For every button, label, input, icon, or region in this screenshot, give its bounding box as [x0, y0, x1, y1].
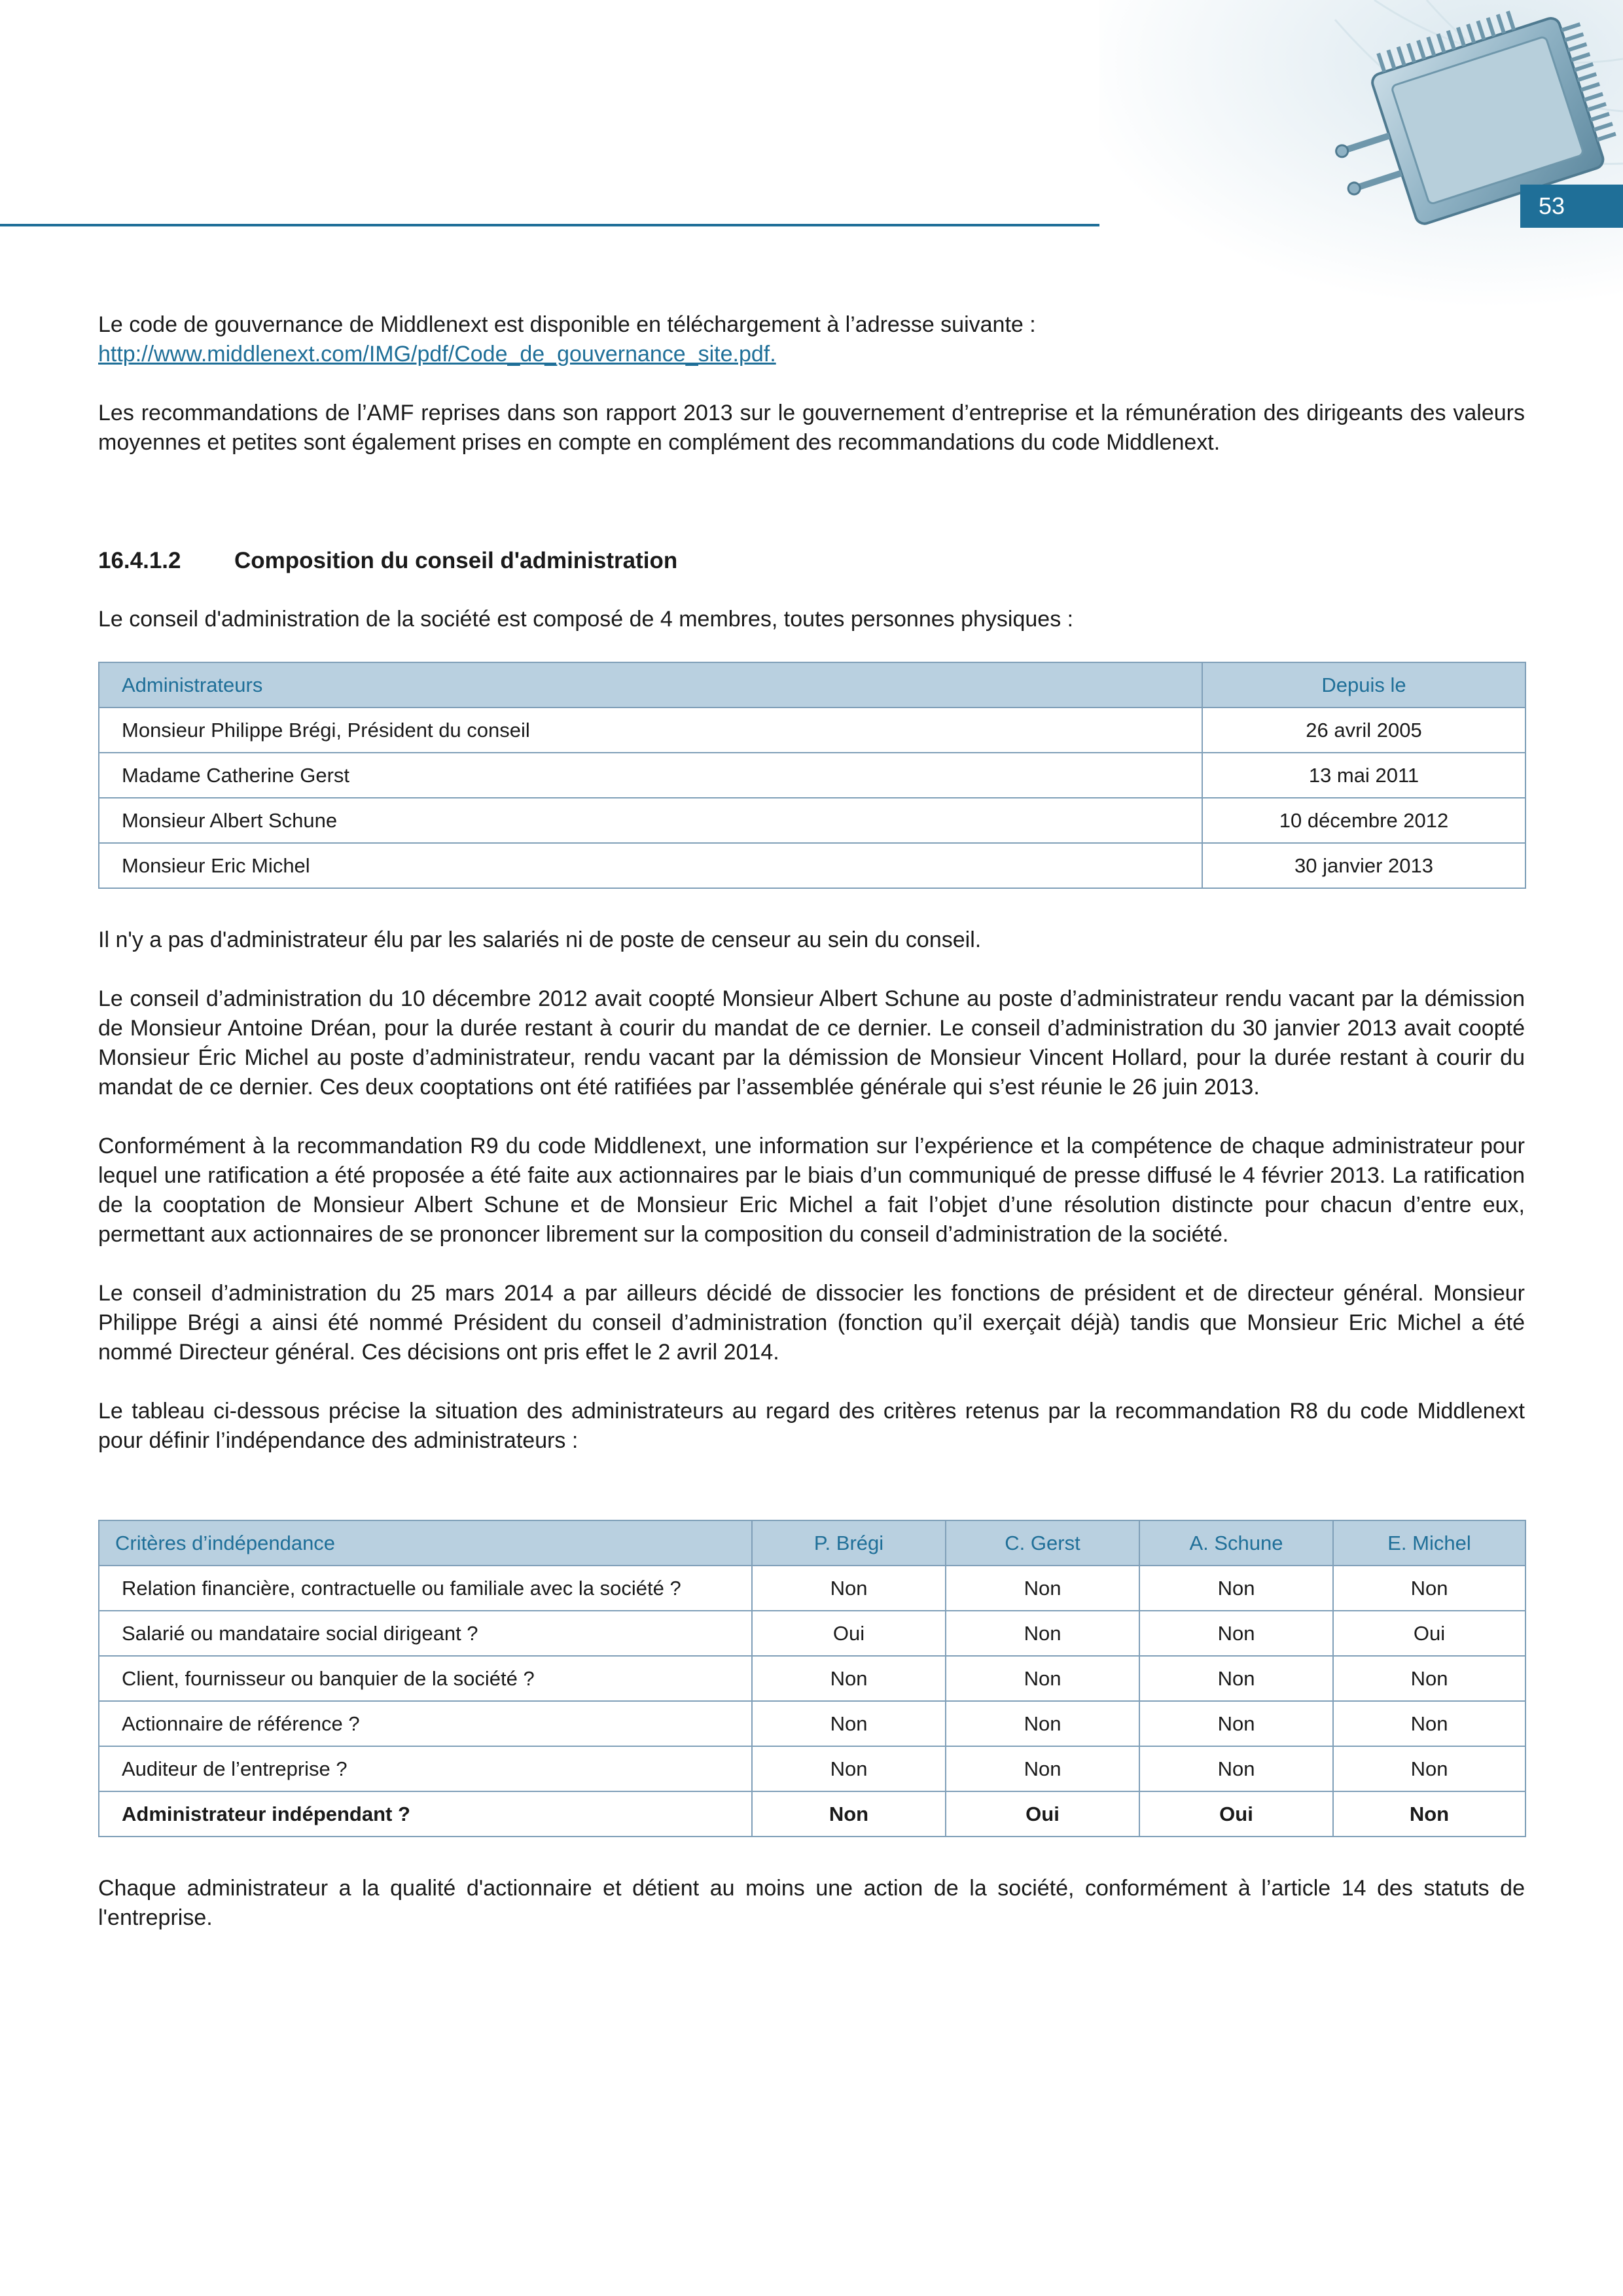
table-header-row	[99, 1520, 1525, 1566]
table-row	[99, 798, 1525, 843]
criterion-value: Oui	[752, 1611, 946, 1656]
page-content	[98, 310, 1525, 1933]
table-row	[99, 708, 1525, 753]
appointment-date: 26 avril 2005	[1202, 708, 1525, 753]
section-number: 16.4.1.2	[98, 548, 181, 573]
table-row	[99, 1701, 1525, 1746]
intro-text: Le code de gouvernance de Middlenext est disponible en téléchargement à l’adresse suivante :	[98, 312, 1036, 337]
criterion-value: Non	[1333, 1656, 1525, 1701]
paragraph-cooptations: Le conseil d’administration du 10 décembre 2012 avait coopté Monsieur Albert Schune au poste d’administrateur rendu vacant par la démission de Monsieur Antoine Dréan, pour la durée restant à courir du mandat de ce dernier. Le conseil d’administration du 30 janvier 2013 avait coopté Monsieur Éric Michel au poste d’administrateur, rendu vacant par la démission de Monsieur Vincent Hollard, pour la durée restant à courir du mandat de ce dernier. Ces deux cooptations ont été ratifiées par l’assemblée générale qui s’est réunie le 26 juin 2013.	[98, 986, 1525, 1100]
criterion-value: Non	[1139, 1566, 1333, 1611]
section-lead: Le conseil d'administration de la société est composé de 4 membres, toutes personnes physiques :	[98, 607, 1074, 632]
criterion-value: Non	[946, 1611, 1139, 1656]
criterion-value: Non	[946, 1701, 1139, 1746]
middlenext-code-link[interactable]: http://www.middlenext.com/IMG/pdf/Code_de_gouvernance_site.pdf.	[98, 342, 776, 367]
criterion-value: Non	[752, 1566, 946, 1611]
page-number: 53	[1520, 185, 1623, 228]
criterion-value: Non	[946, 1656, 1139, 1701]
table-row	[99, 1746, 1525, 1791]
header-rule	[0, 224, 1114, 226]
criterion-value: Non	[1139, 1611, 1333, 1656]
criterion-label: Actionnaire de référence ?	[99, 1701, 752, 1746]
criterion-value: Non	[1333, 1746, 1525, 1791]
criterion-value: Non	[1333, 1701, 1525, 1746]
appointment-date: 13 mai 2011	[1202, 753, 1525, 798]
header-administrateurs: Administrateurs	[99, 662, 1202, 708]
criterion-value: Non	[946, 1566, 1139, 1611]
criterion-label: Auditeur de l’entreprise ?	[99, 1746, 752, 1791]
criterion-value: Non	[1139, 1701, 1333, 1746]
table-row	[99, 843, 1525, 888]
criterion-label: Client, fournisseur ou banquier de la société ?	[99, 1656, 752, 1701]
criterion-label: Administrateur indépendant ?	[99, 1791, 752, 1837]
header-criteria: Critères d’indépendance	[99, 1520, 752, 1566]
administrator-name: Monsieur Albert Schune	[99, 798, 1202, 843]
table-header-row	[99, 662, 1525, 708]
header-a-schune: A. Schune	[1139, 1520, 1333, 1566]
paragraph-no-employee-admin: Il n'y a pas d'administrateur élu par les salariés ni de poste de censeur au sein du conseil.	[98, 927, 982, 952]
header-depuis-le: Depuis le	[1202, 662, 1525, 708]
paragraph-criteria-intro: Le tableau ci-dessous précise la situation des administrateurs au regard des critères retenus par la recommandation R8 du code Middlenext pour définir l’indépendance des administrateurs :	[98, 1399, 1525, 1453]
closing-paragraph: Chaque administrateur a la qualité d'actionnaire et détient au moins une action de la société, conformément à l’article 14 des statuts de l'entreprise.	[98, 1876, 1525, 1930]
table-row	[99, 1611, 1525, 1656]
table-row	[99, 753, 1525, 798]
criterion-value: Oui	[946, 1791, 1139, 1837]
circuit-module-image	[1099, 0, 1623, 308]
independence-criteria-table	[98, 1520, 1526, 1837]
header-e-michel: E. Michel	[1333, 1520, 1525, 1566]
criterion-value: Non	[1333, 1566, 1525, 1611]
administrator-name: Monsieur Philippe Brégi, Président du conseil	[99, 708, 1202, 753]
criterion-value: Non	[946, 1746, 1139, 1791]
table-row	[99, 1566, 1525, 1611]
criterion-label: Relation financière, contractuelle ou familiale avec la société ?	[99, 1566, 752, 1611]
table-row	[99, 1656, 1525, 1701]
criterion-value: Non	[1139, 1746, 1333, 1791]
intro-paragraph-2: Les recommandations de l’AMF reprises dans son rapport 2013 sur le gouvernement d’entreprise et la rémunération des dirigeants des valeurs moyennes et petites sont également prises en compte en complément des recommandations du code Middlenext.	[98, 401, 1525, 455]
paragraph-r9-recommendation: Conformément à la recommandation R9 du code Middlenext, une information sur l’expérience et la compétence de chaque administrateur pour lequel une ratification a été proposée a été faite aux actionnaires par le biais d’un communiqué de presse diffusé le 4 février 2013. La ratification de la cooptation de Monsieur Albert Schune et de Monsieur Eric Michel a fait l’objet d’une résolution distincte pour chacun d’entre eux, permettant aux actionnaires de se prononcer librement sur la composition du conseil d’administration de la société.	[98, 1134, 1525, 1247]
criterion-value: Non	[1139, 1656, 1333, 1701]
paragraph-dissociation: Le conseil d’administration du 25 mars 2014 a par ailleurs décidé de dissocier les fonctions de président et de directeur général. Monsieur Philippe Brégi a ainsi été nommé Président du conseil d’administration (fonction qu’il exerçait déjà) tandis que Monsieur Eric Michel a été nommé Directeur général. Ces décisions ont pris effet le 2 avril 2014.	[98, 1281, 1525, 1365]
administrator-name: Monsieur Eric Michel	[99, 843, 1202, 888]
criterion-value: Oui	[1139, 1791, 1333, 1837]
criterion-value: Oui	[1333, 1611, 1525, 1656]
intro-paragraph-1	[98, 310, 1525, 369]
criterion-label: Salarié ou mandataire social dirigeant ?	[99, 1611, 752, 1656]
appointment-date: 10 décembre 2012	[1202, 798, 1525, 843]
criterion-value: Non	[752, 1656, 946, 1701]
header-c-gerst: C. Gerst	[946, 1520, 1139, 1566]
appointment-date: 30 janvier 2013	[1202, 843, 1525, 888]
header-p-bregi: P. Brégi	[752, 1520, 946, 1566]
administrator-name: Madame Catherine Gerst	[99, 753, 1202, 798]
section-title: Composition du conseil d'administration	[234, 548, 678, 573]
criterion-value: Non	[752, 1746, 946, 1791]
criterion-value: Non	[1333, 1791, 1525, 1837]
criterion-value: Non	[752, 1701, 946, 1746]
section-heading	[98, 546, 1525, 575]
administrators-table	[98, 662, 1526, 889]
table-row-summary	[99, 1791, 1525, 1837]
criterion-value: Non	[752, 1791, 946, 1837]
